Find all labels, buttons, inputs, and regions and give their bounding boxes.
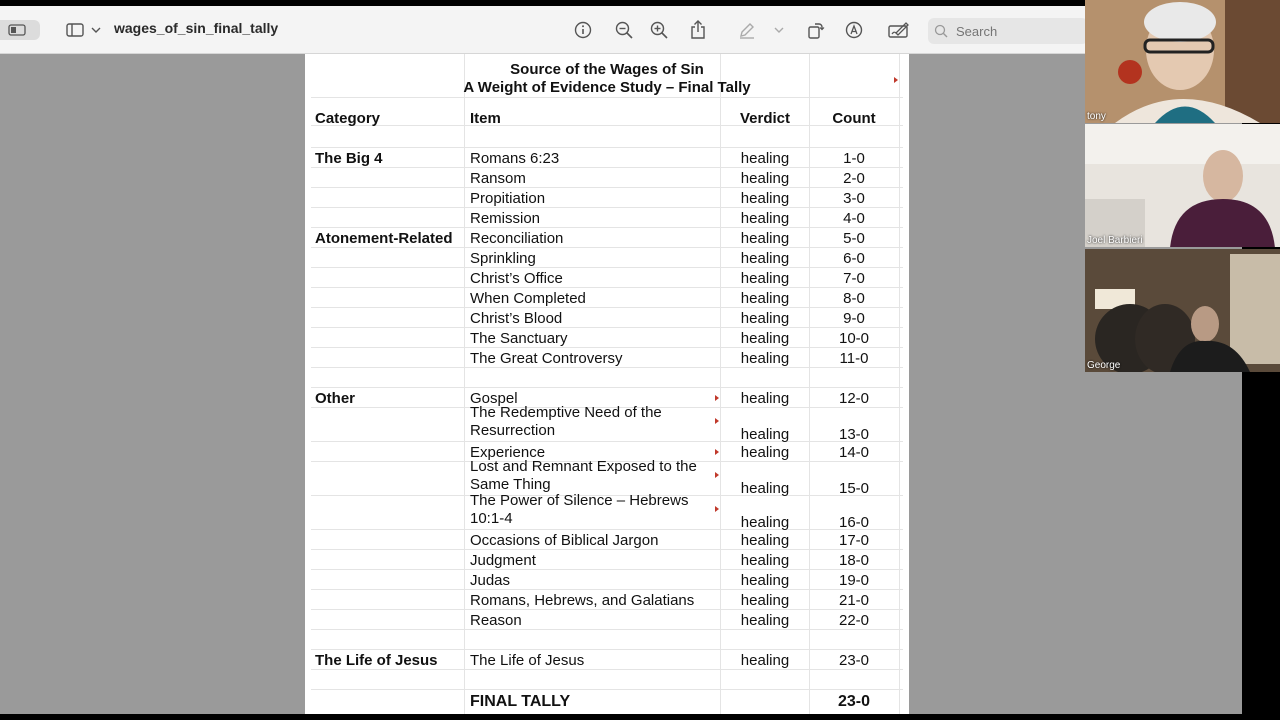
- sidebar-pill-icon: [8, 24, 26, 36]
- row-item: The Power of Silence – Hebrews: [470, 492, 689, 509]
- chevron-down-icon[interactable]: [89, 18, 103, 42]
- row-verdict: healing: [740, 170, 790, 187]
- row-item: When Completed: [470, 290, 586, 307]
- zoom-out-icon[interactable]: [613, 18, 635, 42]
- row-verdict: healing: [740, 532, 790, 549]
- participant-video-tile[interactable]: [1085, 249, 1280, 372]
- row-count: 3-0: [843, 190, 865, 207]
- row-verdict: healing: [740, 592, 790, 609]
- table-row: [311, 458, 903, 497]
- row-verdict: healing: [740, 652, 790, 669]
- row-count: 11-0: [839, 350, 869, 367]
- row-item: Sprinkling: [470, 250, 536, 267]
- participant-video-frame: [1085, 249, 1280, 372]
- info-icon[interactable]: [572, 18, 594, 42]
- row-item: The Life of Jesus: [470, 652, 585, 669]
- row-verdict: healing: [740, 150, 790, 167]
- row-item-continued: Same Thing: [470, 476, 551, 493]
- row-count: 1-0: [843, 150, 865, 167]
- row-count: 4-0: [843, 210, 865, 227]
- row-item: Reason: [470, 612, 522, 629]
- markup-icon[interactable]: [843, 18, 865, 42]
- row-count: 12-0: [838, 390, 870, 407]
- header-count: Count: [832, 110, 876, 127]
- final-tally-row: [311, 690, 903, 714]
- row-count: 10-0: [838, 330, 870, 347]
- annotate-icon[interactable]: [886, 18, 912, 42]
- row-verdict: healing: [740, 290, 790, 307]
- table-row: [311, 228, 903, 248]
- row-verdict: healing: [740, 250, 790, 267]
- row-verdict: healing: [740, 444, 790, 461]
- window-controls-pill[interactable]: [0, 20, 40, 40]
- header-verdict: Verdict: [739, 110, 791, 127]
- row-count: 9-0: [843, 310, 865, 327]
- table-row: [311, 248, 903, 268]
- row-count: 7-0: [843, 270, 865, 287]
- table-row: [311, 188, 903, 208]
- row-item: The Sanctuary: [470, 330, 568, 347]
- highlight-pen-icon[interactable]: [736, 18, 758, 42]
- participant-name: tony: [1087, 111, 1106, 122]
- row-verdict: healing: [740, 480, 790, 497]
- row-count: 13-0: [838, 426, 870, 443]
- title-row: [311, 54, 903, 98]
- row-count: 19-0: [838, 572, 870, 589]
- row-item: Christ’s Blood: [470, 310, 563, 327]
- table-row: [311, 550, 903, 570]
- row-item: Lost and Remnant Exposed to the: [470, 458, 697, 475]
- row-count: 14-0: [838, 444, 870, 461]
- share-icon[interactable]: [687, 18, 709, 42]
- table-row: [311, 208, 903, 228]
- row-verdict: healing: [740, 390, 790, 407]
- row-verdict: healing: [740, 310, 790, 327]
- spacer-row: [311, 128, 903, 148]
- row-item: Ransom: [470, 170, 526, 187]
- row-count: 22-0: [838, 612, 870, 629]
- comment-marker-icon: [715, 472, 719, 478]
- row-count: 15-0: [838, 480, 870, 497]
- participant-name: Joel Barbieri: [1087, 235, 1143, 246]
- table-row: [311, 348, 903, 368]
- row-verdict: healing: [740, 230, 790, 247]
- row-item: Propitiation: [470, 190, 546, 207]
- table-row: [311, 530, 903, 550]
- row-count: 18-0: [838, 552, 870, 569]
- table-row: [311, 308, 903, 328]
- toolbar: [0, 6, 1242, 54]
- row-count: 23-0: [838, 652, 870, 669]
- row-category: The Life of Jesus: [315, 652, 438, 669]
- row-count: 16-0: [838, 514, 870, 531]
- row-item: Reconciliation: [470, 230, 564, 247]
- table-row: [311, 610, 903, 630]
- row-count: 2-0: [843, 170, 865, 187]
- table-row: [311, 590, 903, 610]
- row-category: Other: [315, 390, 356, 407]
- row-item: The Redemptive Need of the: [470, 404, 662, 421]
- zoom-in-icon[interactable]: [648, 18, 670, 42]
- row-verdict: healing: [740, 552, 790, 569]
- row-count: 21-0: [838, 592, 870, 609]
- document-heading-line-2: A Weight of Evidence Study – Final Tally: [463, 79, 751, 96]
- header-item: Item: [470, 110, 501, 127]
- table-row: [311, 492, 903, 531]
- search-icon: [934, 24, 950, 38]
- row-verdict: healing: [740, 330, 790, 347]
- table-row: [311, 288, 903, 308]
- participant-video-tile[interactable]: [1085, 124, 1280, 247]
- row-count: 8-0: [843, 290, 865, 307]
- row-count: 5-0: [843, 230, 865, 247]
- document-page: [305, 54, 909, 714]
- final-tally-label: FINAL TALLY: [470, 693, 571, 710]
- participant-video-tile[interactable]: [1085, 0, 1280, 123]
- row-item: Christ’s Office: [470, 270, 563, 287]
- document-heading-line-1: Source of the Wages of Sin: [510, 61, 704, 78]
- row-count: 17-0: [838, 532, 870, 549]
- row-verdict: healing: [740, 190, 790, 207]
- row-item-continued: Resurrection: [470, 422, 556, 439]
- row-item: Romans 6:23: [470, 150, 560, 167]
- header-category: Category: [315, 110, 381, 127]
- comment-marker-icon: [715, 449, 719, 455]
- search-input[interactable]: [956, 24, 1076, 39]
- row-verdict: healing: [740, 210, 790, 227]
- header-row: [311, 98, 903, 126]
- spacer-row: [311, 368, 903, 388]
- table-row: [311, 268, 903, 288]
- table-row: [311, 404, 903, 443]
- row-item: Judgment: [470, 552, 536, 569]
- table-row: [311, 148, 903, 168]
- comment-marker-icon: [715, 506, 719, 512]
- row-item: Romans, Hebrews, and Galatians: [470, 592, 695, 609]
- row-item-continued: 10:1-4: [470, 510, 513, 527]
- row-verdict: healing: [740, 426, 790, 443]
- row-item: Remission: [470, 210, 541, 227]
- preview-window: [0, 6, 1242, 714]
- highlight-menu-chevron-icon[interactable]: [772, 18, 786, 42]
- row-count: 6-0: [843, 250, 865, 267]
- row-verdict: healing: [740, 572, 790, 589]
- sidebar-toggle-icon[interactable]: [64, 18, 86, 42]
- table-row: [311, 650, 903, 670]
- row-verdict: healing: [740, 270, 790, 287]
- participant-video-frame: [1085, 124, 1280, 247]
- participant-video-frame: [1085, 0, 1280, 123]
- row-verdict: healing: [740, 514, 790, 531]
- comment-marker-icon: [715, 418, 719, 424]
- table-row: [311, 168, 903, 188]
- row-item: Gospel: [470, 390, 518, 407]
- row-item: The Great Controversy: [470, 350, 623, 367]
- participant-name: George: [1087, 360, 1121, 371]
- row-category: The Big 4: [315, 150, 383, 167]
- spacer-row: [311, 630, 903, 650]
- rotate-icon[interactable]: [805, 18, 827, 42]
- row-item: Judas: [470, 572, 511, 589]
- row-item: Occasions of Biblical Jargon: [470, 532, 659, 549]
- comment-marker-icon: [715, 395, 719, 401]
- document-title: wages_of_sin_final_tally: [114, 20, 279, 36]
- table-row: [311, 328, 903, 348]
- final-tally-count: 23-0: [837, 693, 871, 710]
- search-field[interactable]: [928, 18, 1088, 44]
- row-item: Experience: [470, 444, 546, 461]
- row-category: Atonement-Related: [315, 230, 453, 247]
- table-row: [311, 570, 903, 590]
- row-verdict: healing: [740, 350, 790, 367]
- row-verdict: healing: [740, 612, 790, 629]
- spacer-row: [311, 670, 903, 690]
